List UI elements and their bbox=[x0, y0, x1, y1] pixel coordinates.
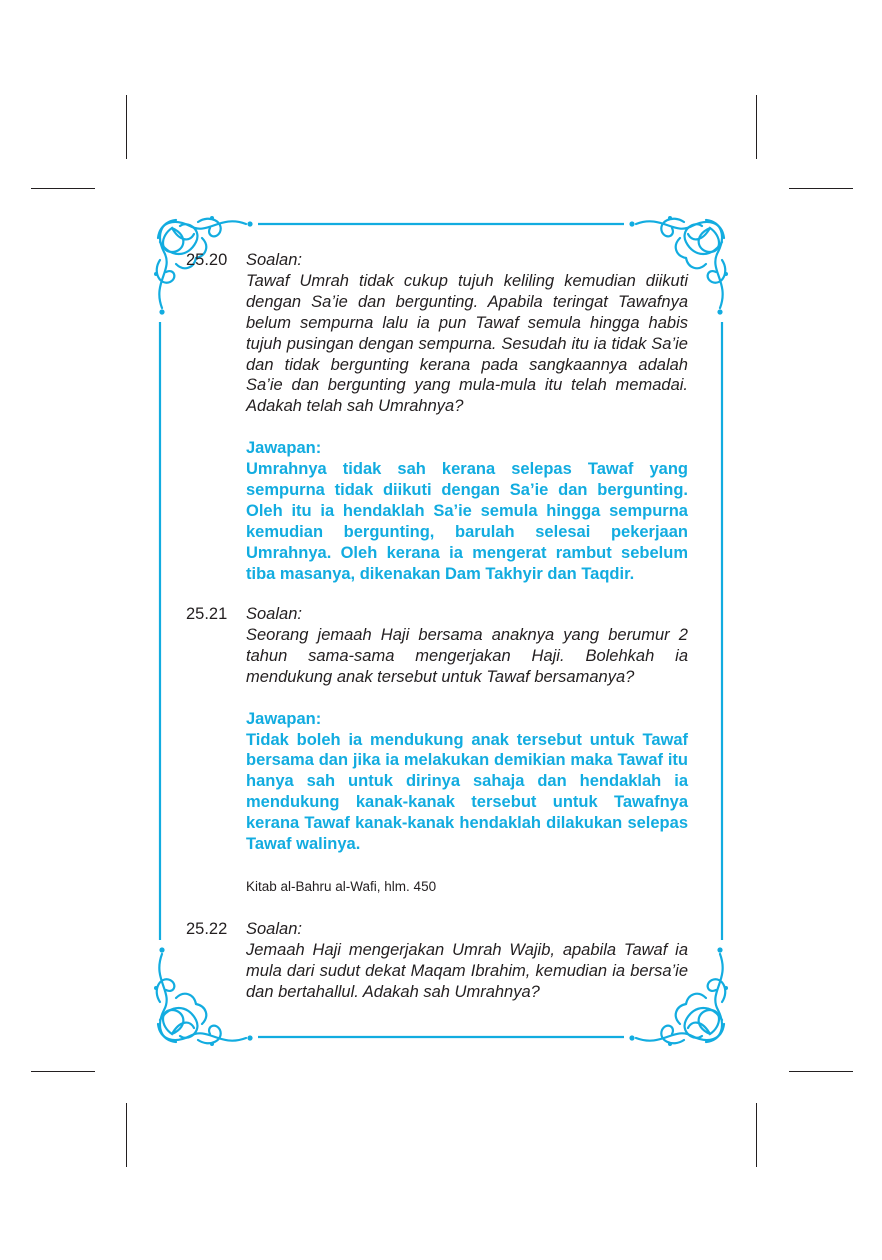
question-text: Jemaah Haji mengerjakan Umrah Wajib, apabila Tawaf ia mula dari sudut dekat Maqam Ibrahim, kemudian ia bersa’ie dan bertahallul. Adakah sah Umrahnya? bbox=[246, 940, 688, 1001]
question-text: Seorang jemaah Haji bersama anaknya yang berumur 2 tahun sama-sama mengerjakan Haji. Bolehkah ia mendukung anak tersebut untuk Tawaf bersamanya? bbox=[246, 625, 688, 686]
answer-text: Umrahnya tidak sah kerana selepas Tawaf yang sempurna tidak diikuti dengan Sa’ie dan bergunting. Oleh itu ia hendaklah Sa’ie semula hingga sempurna kemudian bergunting, barulah selesai pekerjaan Umrahnya. Oleh kerana ia mengerat rambut sebelum tiba masanya, dikenakan Dam Takhyir dan Taqdir. bbox=[246, 460, 688, 583]
entry-number: 25.21 bbox=[186, 605, 228, 623]
entry-body bbox=[246, 604, 688, 855]
question-text: Tawaf Umrah tidak cukup tujuh keliling kemudian diikuti dengan Sa’ie dan bergunting. Apabila teringat Tawafnya belum sempurna lalu ia pun Tawaf semula hingga habis tujuh pusingan dengan sempurna. Sesudah itu ia tidak Sa’ie dan tidak bergunting kerana pada sangkaannya adalah Sa’ie dan bergunting yang mula-mula itu telah memadai. Adakah telah sah Umrahnya? bbox=[246, 271, 688, 416]
qa-entry bbox=[186, 604, 688, 855]
answer-label: Jawapan: bbox=[246, 709, 322, 728]
qa-entry bbox=[186, 250, 688, 585]
entry-body bbox=[246, 250, 688, 585]
entry-number: 25.20 bbox=[186, 251, 228, 269]
answer-label: Jawapan: bbox=[246, 439, 322, 458]
question-label: Soalan: bbox=[246, 605, 302, 623]
entry-body bbox=[246, 919, 688, 1003]
reference-citation: Kitab al-Bahru al-Wafi, hlm. 450 bbox=[246, 879, 437, 894]
qa-entry bbox=[186, 919, 688, 1003]
entry-number: 25.22 bbox=[186, 920, 228, 938]
question-label: Soalan: bbox=[246, 920, 302, 938]
answer-text: Tidak boleh ia mendukung anak tersebut untuk Tawaf bersama dan jika ia melakukan demikian maka Tawaf itu hanya sah untuk dirinya sahaja dan hendaklah ia mendukung kanak-kanak tersebut untuk Tawafnya kerana Tawaf kanak-kanak hendaklah dilakukan selepas Tawaf walinya. bbox=[246, 730, 688, 854]
question-label: Soalan: bbox=[246, 251, 302, 269]
